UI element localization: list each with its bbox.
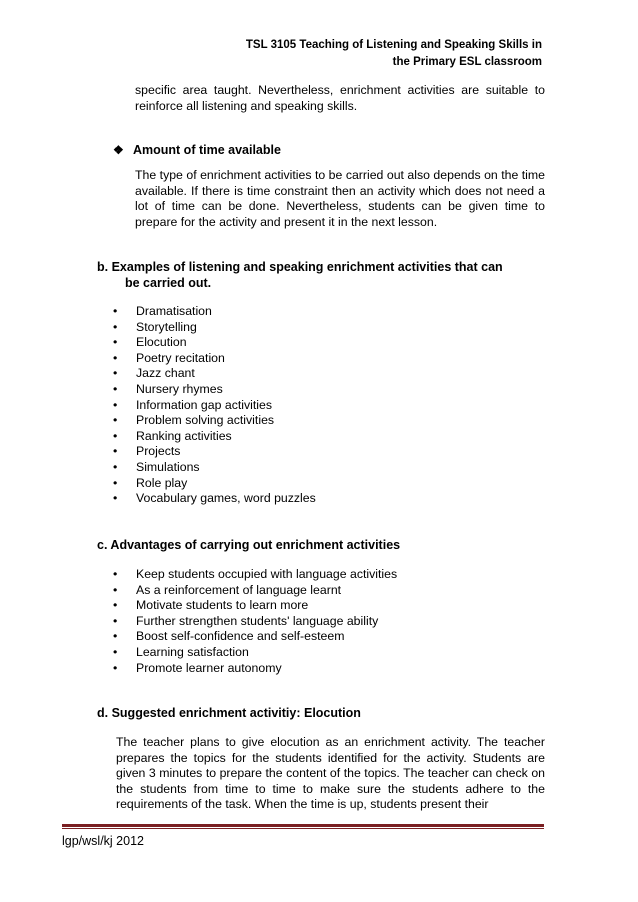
list-item: • Learning satisfaction: [113, 645, 533, 661]
section-b-list: [113, 304, 533, 507]
section-d-paragraph: The teacher plans to give elocution as an enrichment activity. The teacher prepares the topics for the students identified for the activity. Students are given 3 minutes to prepare the content of the topics. The teacher can check on the students from time to time to make sure the students adhere to the requirements of the task. When the time is up, students present their: [116, 735, 545, 812]
list-item: • As a reinforcement of language learnt: [113, 583, 533, 599]
section-c-list: [113, 567, 533, 676]
list-item: • Nursery rhymes: [113, 382, 533, 398]
section-c-heading: c. Advantages of carrying out enrichment activities: [97, 538, 401, 552]
list-item: • Promote learner autonomy: [113, 661, 533, 677]
list-item: • Motivate students to learn more: [113, 598, 533, 614]
list-item: • Elocution: [113, 335, 533, 351]
time-paragraph: The type of enrichment activities to be carried out also depends on the time available. If there is time constraint then an activity which does not need a lot of time can be done. Nevertheless, students can be given time to prepare for the activity and present it in the next lesson.: [135, 168, 545, 229]
list-item: • Poetry recitation: [113, 351, 533, 367]
list-item: • Information gap activities: [113, 398, 533, 414]
list-item: • Simulations: [113, 460, 533, 476]
list-item: • Keep students occupied with language activities: [113, 567, 533, 583]
list-item: • Ranking activities: [113, 429, 533, 445]
page-header: [246, 37, 542, 71]
time-heading: [113, 143, 281, 159]
section-b-heading-line-2: be carried out.: [125, 275, 212, 290]
list-item: • Role play: [113, 476, 533, 492]
list-item: • Storytelling: [113, 320, 533, 336]
list-item: • Boost self-confidence and self-esteem: [113, 629, 533, 645]
section-b-heading: [97, 260, 547, 291]
list-item: • Problem solving activities: [113, 413, 533, 429]
header-line-2: the Primary ESL classroom: [392, 56, 542, 68]
diamond-bullet-icon: ❖: [113, 143, 124, 157]
section-d-heading: d. Suggested enrichment activitiy: Elocution: [97, 706, 361, 720]
section-b-heading-line-1: b. Examples of listening and speaking enrichment activities that can: [97, 260, 503, 274]
header-line-1: TSL 3105 Teaching of Listening and Speaking Skills in: [245, 39, 542, 51]
time-heading-text: Amount of time available: [133, 143, 281, 157]
list-item: • Projects: [113, 444, 533, 460]
list-item: • Dramatisation: [113, 304, 533, 320]
footer-divider: [62, 824, 544, 829]
footer-text: lgp/wsl/kj 2012: [62, 834, 144, 848]
list-item: • Vocabulary games, word puzzles: [113, 491, 533, 507]
intro-paragraph: specific area taught. Nevertheless, enrichment activities are suitable to reinforce all listening and speaking skills.: [135, 83, 545, 113]
list-item: • Jazz chant: [113, 366, 533, 382]
list-item: • Further strengthen students' language ability: [113, 614, 533, 630]
